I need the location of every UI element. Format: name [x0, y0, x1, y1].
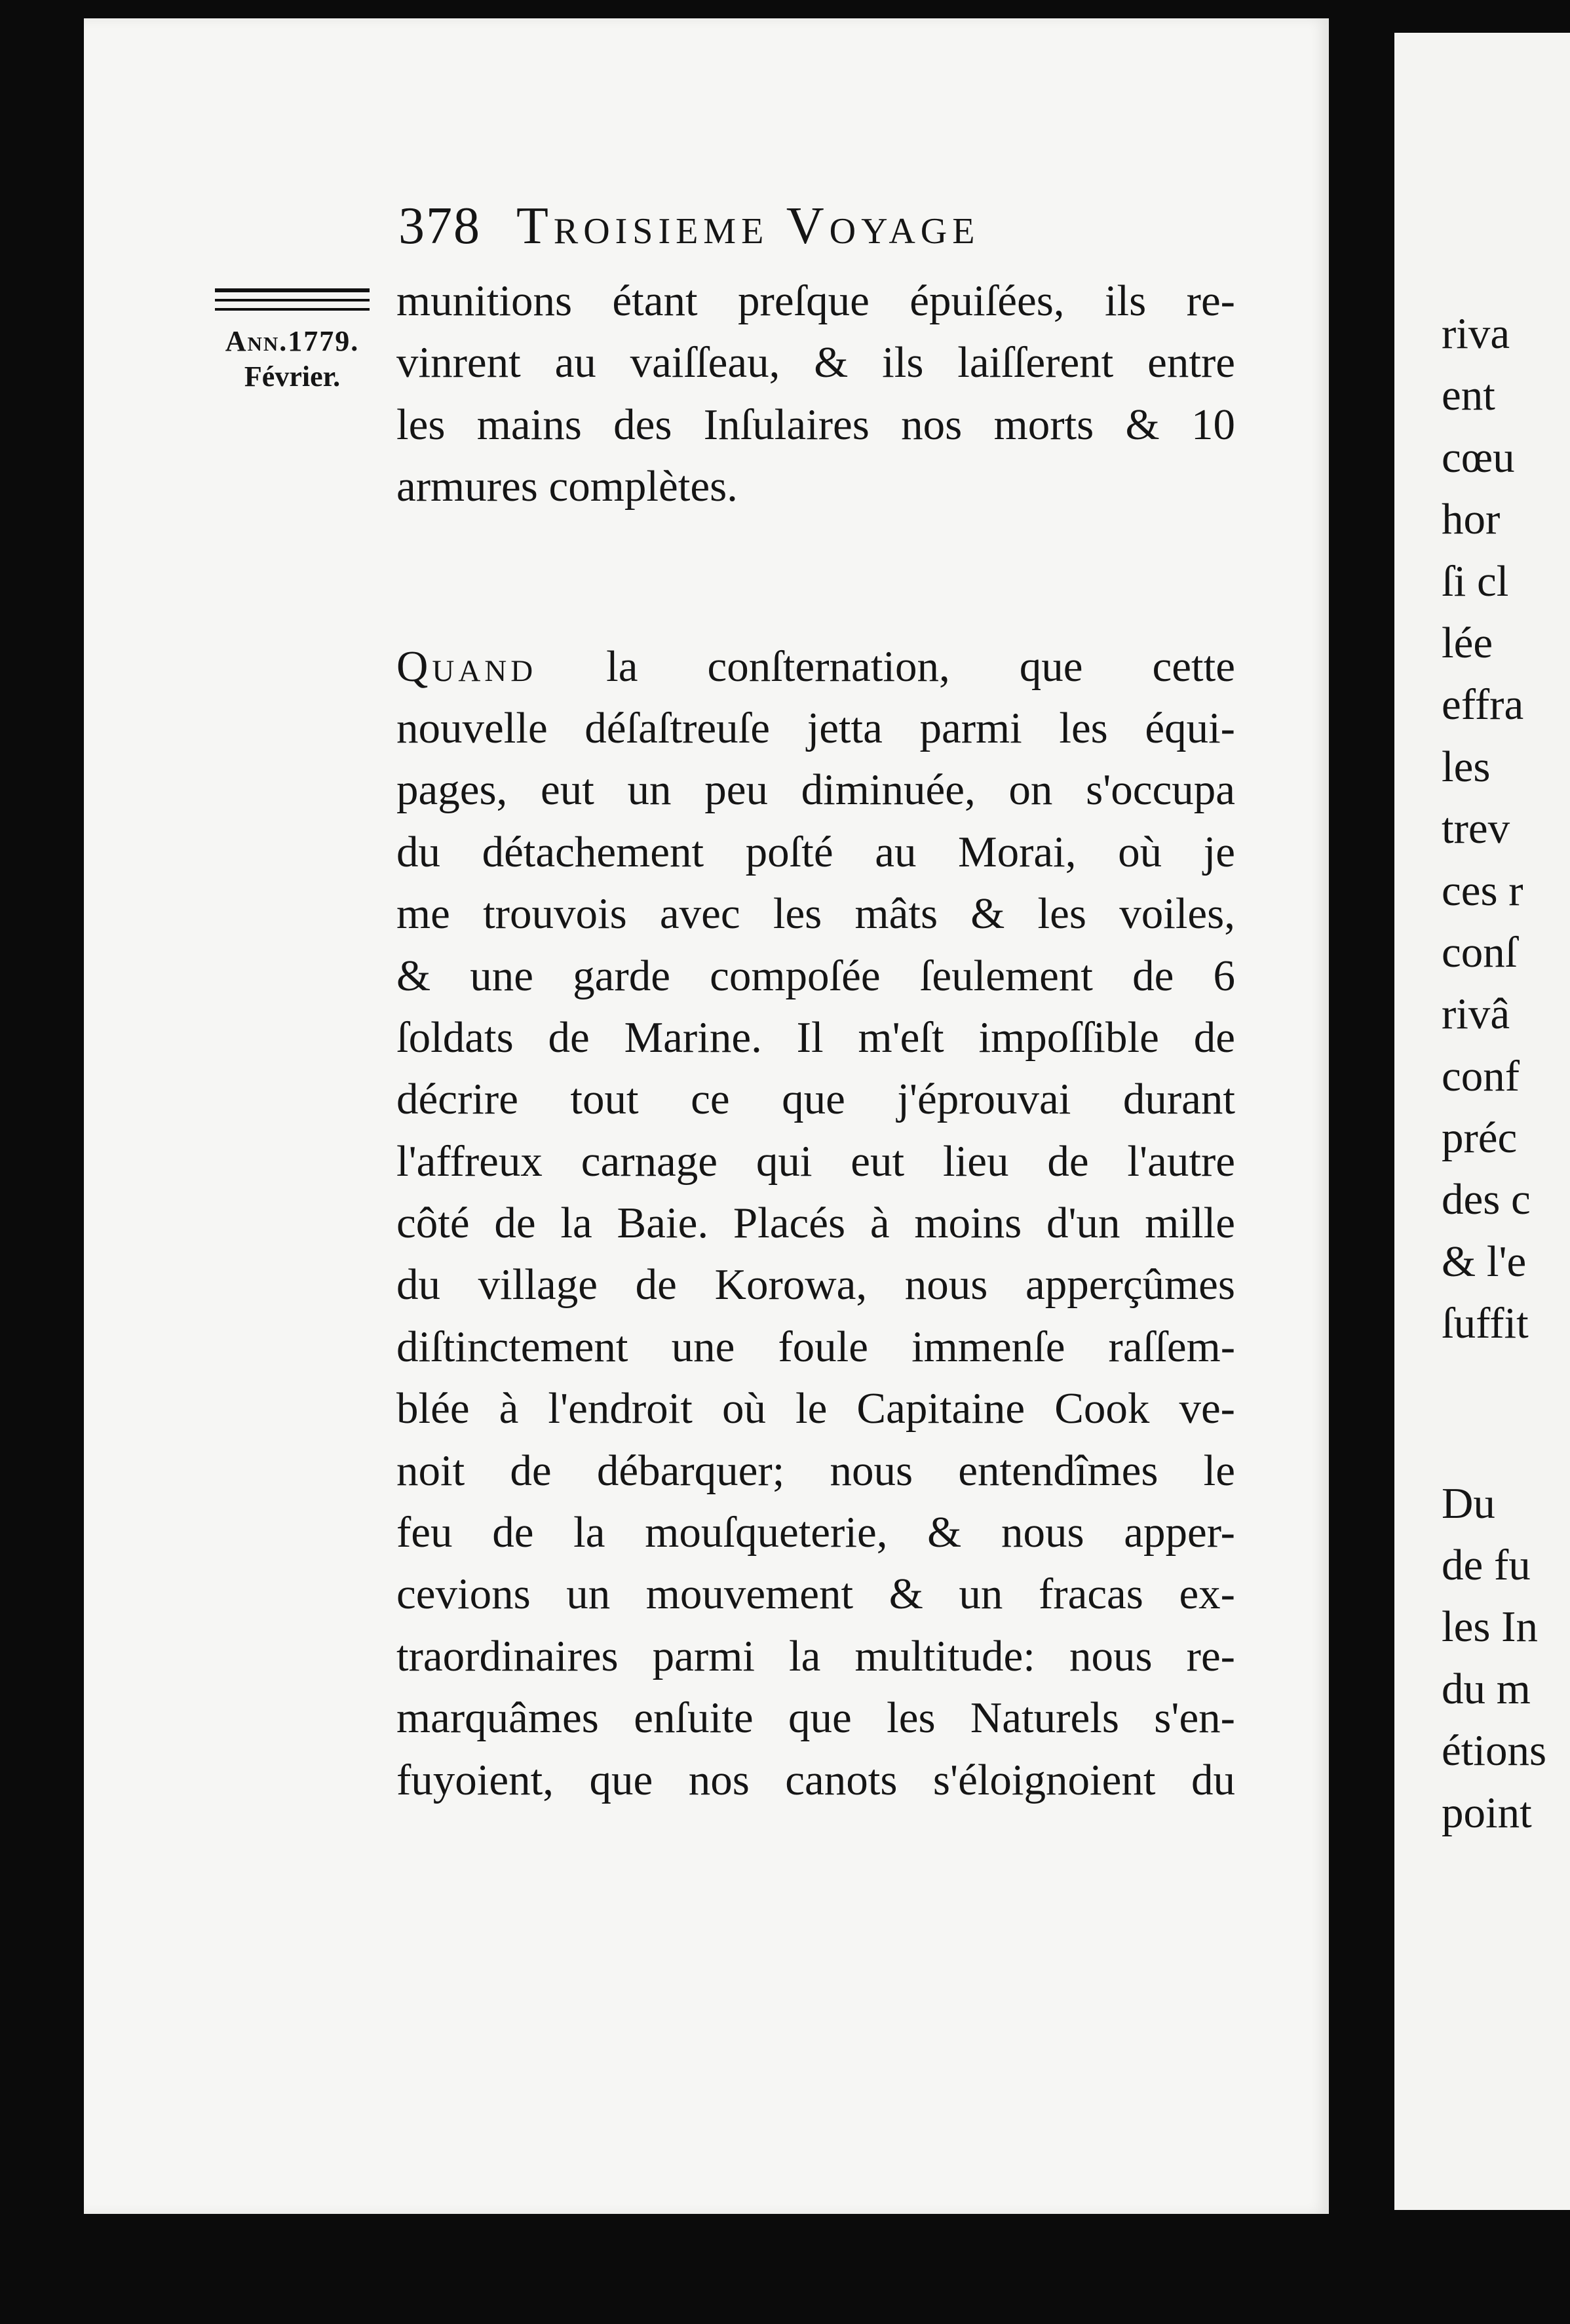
- facing-line: du m: [1442, 1664, 1531, 1713]
- margin-note: [212, 324, 372, 395]
- facing-line: conf: [1442, 1051, 1520, 1100]
- paragraph-1: [396, 270, 1235, 518]
- body-text: [396, 270, 1235, 1811]
- text-line: les mains des Inſulaires nos morts & 10: [396, 400, 1235, 449]
- facing-line: trev: [1442, 804, 1510, 853]
- text-line: diſtinctement une foule immenſe raſſem-: [396, 1322, 1235, 1371]
- text-line: noit de débarquer; nous entendîmes le: [396, 1446, 1235, 1495]
- text-line: ſoldats de Marine. Il m'eſt impoſſible de: [396, 1013, 1235, 1062]
- margin-note-month: Février.: [244, 360, 341, 393]
- facing-line: cœu: [1442, 433, 1515, 482]
- text-line: feu de la mouſqueterie, & nous apper-: [396, 1508, 1235, 1557]
- text-line: blée à l'endroit où le Capitaine Cook ve-: [396, 1384, 1235, 1433]
- facing-line: lée: [1442, 618, 1493, 667]
- text-line: pages, eut un peu diminuée, on s'occupa: [396, 765, 1235, 815]
- facing-line: les In: [1442, 1602, 1538, 1652]
- facing-line: ſi cl: [1442, 556, 1509, 606]
- paragraph-2: [396, 636, 1235, 1811]
- text-line: [396, 636, 1235, 697]
- facing-line: étions: [1442, 1726, 1547, 1775]
- text-line: cevions un mouvement & un fracas ex-: [396, 1570, 1235, 1619]
- facing-line: point: [1442, 1788, 1532, 1837]
- text-line: du détachement poſté au Morai, où je: [396, 827, 1235, 876]
- text-line: fuyoient, que nos canots s'éloignoient du: [396, 1755, 1235, 1804]
- text-line: & une garde compoſée ſeulement de 6: [396, 951, 1235, 1000]
- margin-rule-thick: [215, 288, 370, 292]
- facing-line: riva: [1442, 309, 1510, 358]
- facing-line: Du: [1442, 1479, 1495, 1528]
- facing-line: de fu: [1442, 1541, 1531, 1590]
- facing-line: ſuffit: [1442, 1299, 1529, 1348]
- facing-page-text: [1442, 303, 1546, 1844]
- opening-word: Quand: [396, 642, 537, 691]
- facing-line: rivâ: [1442, 990, 1510, 1039]
- facing-line: les: [1442, 742, 1491, 791]
- text-line: me trouvois avec les mâts & les voiles,: [396, 889, 1235, 939]
- margin-rule-thin: [215, 299, 370, 301]
- facing-line: préc: [1442, 1114, 1518, 1163]
- facing-page: [1394, 33, 1570, 2210]
- facing-line: & l'e: [1442, 1237, 1527, 1286]
- page-number: 378: [398, 197, 481, 255]
- text-line: vinrent au vaiſſeau, & ils laiſſerent entre: [396, 338, 1235, 387]
- text-line: nouvelle déſaſtreuſe jetta parmi les équi-: [396, 703, 1235, 752]
- text-line: traordinaires parmi la multitude: nous re-: [396, 1631, 1235, 1680]
- facing-line: conſ: [1442, 927, 1518, 977]
- text-line: côté de la Baie. Placés à moins d'un mille: [396, 1199, 1235, 1248]
- text-line-rest: la conſternation, que cette: [537, 642, 1235, 691]
- text-line: l'affreux carnage qui eut lieu de l'autre: [396, 1136, 1235, 1186]
- margin-rule-thin-2: [215, 308, 370, 311]
- facing-line: ent: [1442, 371, 1495, 420]
- facing-line: effra: [1442, 680, 1524, 729]
- text-line: armures complètes.: [396, 462, 738, 511]
- text-line: décrire tout ce que j'éprouvai durant: [396, 1075, 1235, 1124]
- text-line: marquâmes enſuite que les Naturels s'en-: [396, 1694, 1235, 1743]
- facing-line: hor: [1442, 495, 1501, 544]
- facing-line: des c: [1442, 1175, 1531, 1224]
- running-title: Troisieme Voyage: [516, 197, 980, 255]
- running-header: [398, 197, 980, 256]
- text-line: du village de Korowa, nous apperçûmes: [396, 1260, 1235, 1309]
- facing-line: ces r: [1442, 866, 1523, 915]
- text-line: munitions étant preſque épuiſées, ils re-: [396, 277, 1235, 325]
- margin-note-year: Ann.1779.: [225, 325, 360, 357]
